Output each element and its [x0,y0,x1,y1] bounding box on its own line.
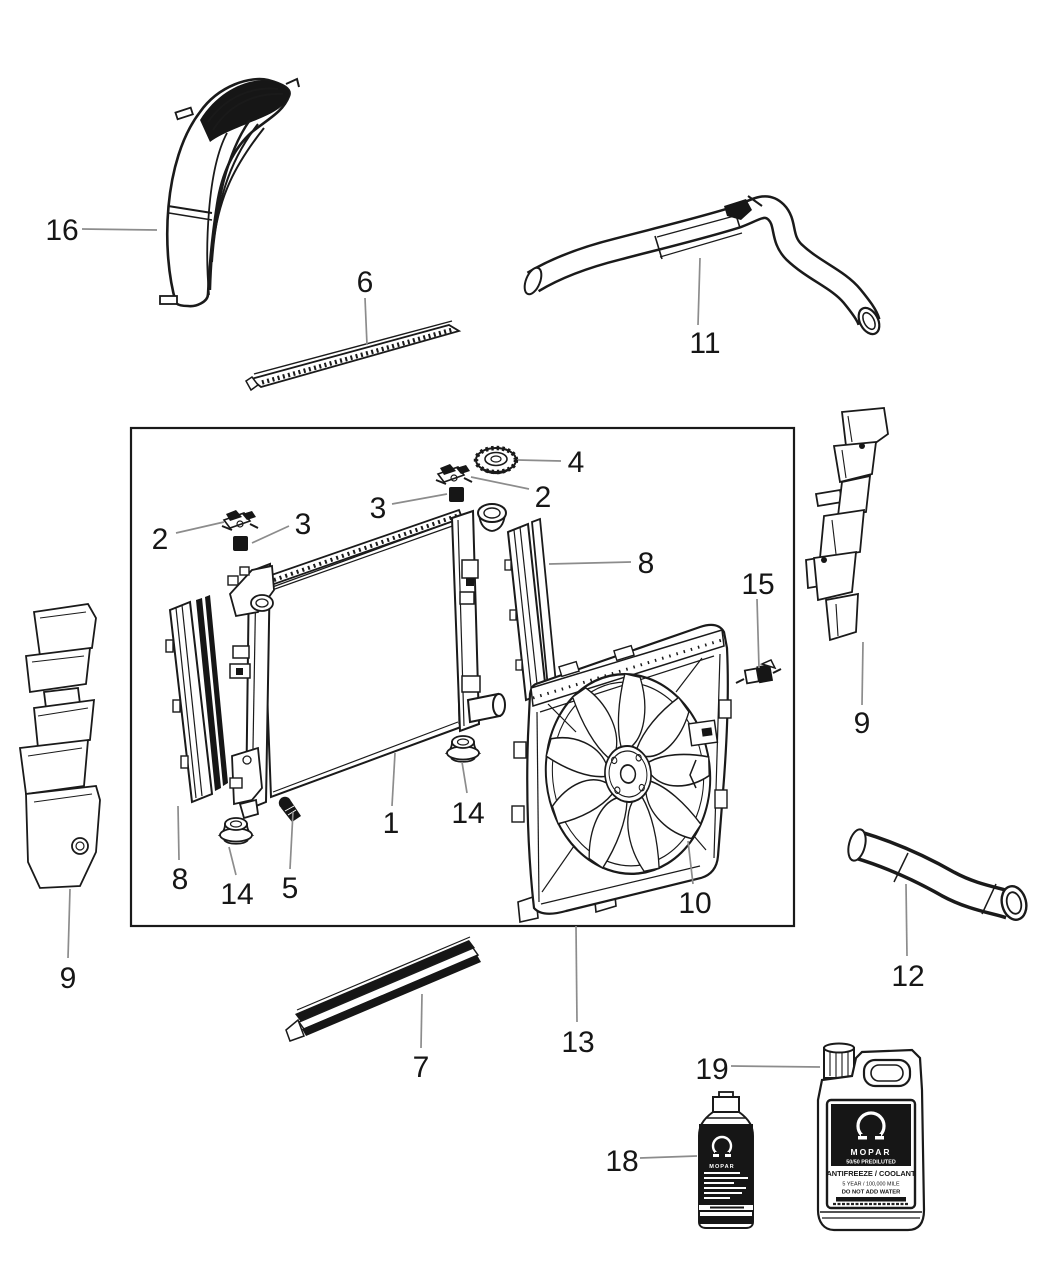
leader-8-right [549,562,631,564]
callout-19: 19 [695,1053,729,1086]
callout-7: 7 [412,1051,430,1084]
part-12-lower-hose [845,828,1029,923]
part-9-left-baffle [20,604,100,888]
leader-16 [82,229,157,230]
leader-9-left [68,889,70,958]
leader-14-right [462,762,467,793]
leader-2-right [471,477,529,489]
leader-19 [731,1066,820,1067]
callout-3-right: 3 [369,492,387,525]
callout-9-left: 9 [59,962,77,995]
part-2-clip-right [436,464,472,484]
part-3-isolator-right [449,487,464,502]
part-1-radiator [228,504,506,818]
leader-11 [698,258,700,325]
part-3-isolator-left [233,536,248,551]
callout-6: 6 [356,266,374,299]
callout-13: 13 [561,1026,595,1059]
part-13-fan-shroud-module [512,625,731,922]
leader-6 [365,298,367,345]
callout-1: 1 [382,807,400,840]
part-19-coolant-jug [818,1044,924,1231]
bottle-brand-text: MOPAR [709,1164,735,1170]
jug-warning-text: DO NOT ADD WATER [841,1189,901,1196]
leader-8-left [178,806,179,860]
part-11-upper-hose [521,196,883,338]
leader-2-left [176,522,224,533]
callout-10: 10 [678,887,712,920]
part-5-screw [279,797,301,822]
jug-brand-text: MOPAR [850,1147,892,1157]
leader-18 [640,1156,697,1158]
jug-antifreeze-text: ANTIFREEZE / COOLANT [826,1169,916,1178]
part-2-clip-left [222,510,258,530]
callout-8-left: 8 [171,863,189,896]
part-8-left-side-seal [166,595,228,802]
part-14-plug-left [220,818,252,844]
callout-14-right: 14 [451,797,485,830]
leader-7 [421,994,422,1048]
callout-4: 4 [567,446,585,479]
leader-12 [906,884,907,956]
part-9-right-baffle [806,408,888,640]
leader-1 [392,753,395,806]
part-6-upper-seal-strip [246,321,459,390]
callout-3-left: 3 [294,508,312,541]
callout-15: 15 [741,568,775,601]
part-4-radiator-cap [476,448,516,473]
callout-2-right: 2 [534,481,552,514]
leader-15 [757,599,759,668]
callout-12: 12 [891,960,925,993]
jug-prediluted-text: 50/50 PREDILUTED [846,1159,896,1166]
callout-8-right: 8 [637,547,655,580]
callout-5: 5 [281,872,299,905]
part-14-plug-right [447,736,479,762]
part-16-curved-shield [160,79,299,306]
part-18-coolant-bottle [699,1092,753,1228]
leader-4 [518,460,561,461]
leader-3-right [392,494,447,504]
part-8-right-side-seal [505,519,556,700]
callout-16: 16 [45,214,79,247]
callout-11: 11 [689,327,721,360]
jug-mileage-text: 5 YEAR / 100,000 MILE [842,1181,900,1188]
part-7-lower-seal-strip [286,937,481,1041]
leader-13 [576,926,577,1022]
leader-9-right [862,642,863,705]
callout-2-left: 2 [151,523,169,556]
callout-18: 18 [605,1145,639,1178]
callout-9-right: 9 [853,707,871,740]
leader-14-left [229,847,236,875]
callout-14-left: 14 [220,878,254,911]
